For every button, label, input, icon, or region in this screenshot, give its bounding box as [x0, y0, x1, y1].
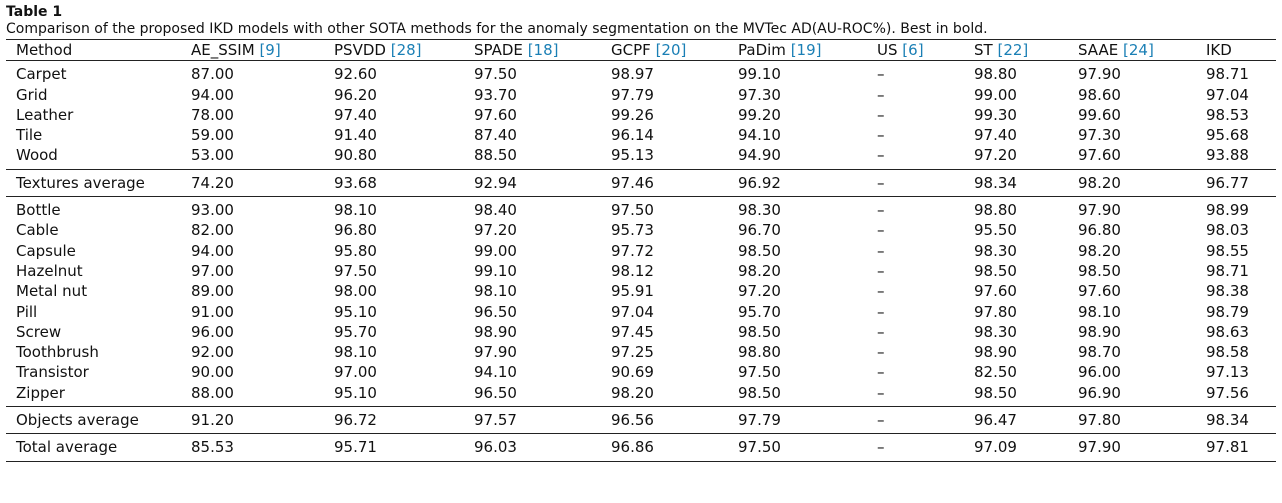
table-cell: 91.00 — [191, 302, 234, 321]
table-cell: 98.30 — [974, 322, 1017, 341]
table-cell: 99.10 — [738, 65, 781, 84]
table-cell: 96.56 — [611, 407, 738, 434]
table-cell: 59.00 — [191, 126, 234, 145]
table-cell: 98.20 — [738, 261, 781, 280]
column-name: GCPF — [611, 41, 651, 59]
table-cell: 97.20 — [474, 221, 517, 240]
table-cell: 97.79 — [738, 407, 877, 434]
table-cell: 94.10 — [738, 126, 781, 145]
table-cell: 96.80 — [334, 221, 377, 240]
table-cell: 94.00 — [191, 85, 234, 104]
table-cell: 97.13 — [1206, 363, 1249, 382]
row-label: Zipper — [6, 383, 191, 407]
table-cell: 99.20 — [738, 105, 781, 124]
row-label: Tile — [16, 126, 43, 145]
table-cell: – — [877, 407, 974, 434]
table-cell: 97.81 — [1206, 434, 1276, 461]
column-header-method — [6, 40, 191, 61]
table-cell: 96.70 — [738, 221, 781, 240]
table-cell: 98.90 — [1078, 322, 1121, 341]
table-cell: 98.60 — [1078, 85, 1121, 104]
table-cell: 97.30 — [1078, 126, 1121, 145]
table-cell: 87.40 — [474, 126, 517, 145]
citation-link[interactable]: [28] — [390, 41, 422, 59]
table-cell: 96.50 — [474, 383, 611, 407]
table-cell: 74.20 — [191, 169, 334, 196]
table-cell: – — [877, 434, 974, 461]
citation-link[interactable]: [20] — [655, 41, 687, 59]
citation-link[interactable]: [18] — [527, 41, 559, 59]
table-cell: 97.90 — [1078, 434, 1206, 461]
column-header-ae-ssim — [191, 40, 334, 61]
table-cell: 90.69 — [611, 363, 654, 382]
table-cell: 98.12 — [611, 261, 654, 280]
table-row — [6, 362, 1276, 382]
table-cell: 98.10 — [1078, 302, 1121, 321]
table-cell: 98.97 — [611, 65, 654, 84]
row-label: Transistor — [16, 363, 89, 382]
citation-link[interactable]: [9] — [259, 41, 281, 59]
table-cell: 93.00 — [191, 201, 234, 220]
table-cell: 93.70 — [474, 85, 517, 104]
table-cell: 97.50 — [334, 261, 377, 280]
table-cell: – — [877, 201, 885, 220]
table-cell: – — [877, 282, 885, 301]
table-cell: 98.30 — [974, 241, 1017, 260]
table-cell: 98.50 — [974, 261, 1017, 280]
table-cell: 98.71 — [1206, 261, 1249, 280]
table-cell: 98.79 — [1206, 302, 1249, 321]
table-cell: 96.86 — [611, 434, 738, 461]
table-cell: 98.40 — [474, 201, 517, 220]
table-cell: 98.30 — [738, 201, 781, 220]
table-cell: 95.80 — [334, 241, 377, 260]
row-label: Toothbrush — [16, 343, 99, 362]
column-header-gcpf — [611, 40, 738, 61]
table-cell: 97.90 — [1078, 65, 1121, 84]
table-cell: 98.10 — [334, 201, 377, 220]
table-cell: 98.55 — [1206, 241, 1249, 260]
row-label: Wood — [6, 145, 191, 169]
table-cell: 96.50 — [474, 302, 517, 321]
table-cell: 99.00 — [474, 241, 517, 260]
table-cell: 98.34 — [1206, 407, 1276, 434]
table-row — [6, 220, 1276, 240]
column-header-us — [877, 40, 974, 61]
table-cell: 91.20 — [191, 407, 334, 434]
table-cell: 97.90 — [474, 343, 517, 362]
column-header-spade — [474, 40, 611, 61]
table-label: Table 1 — [6, 4, 63, 20]
table-cell: 98.50 — [738, 383, 877, 407]
table-cell: 96.90 — [1078, 383, 1206, 407]
table-cell: 90.00 — [191, 363, 234, 382]
table-row — [6, 322, 1276, 342]
column-name: Method — [16, 41, 73, 59]
table-cell: – — [877, 85, 885, 104]
column-name: PSVDD — [334, 41, 386, 59]
table-cell: 96.80 — [1078, 221, 1121, 240]
table-cell: 97.25 — [611, 343, 654, 362]
table-cell: 99.30 — [974, 105, 1017, 124]
table-cell: 97.09 — [974, 434, 1078, 461]
table-cell: 97.50 — [474, 65, 517, 84]
table-cell: – — [877, 363, 885, 382]
citation-link[interactable]: [6] — [902, 41, 924, 59]
table-cell: – — [877, 322, 885, 341]
table-cell: 97.45 — [611, 322, 654, 341]
table-cell: – — [877, 383, 974, 407]
row-label: Objects average — [6, 407, 191, 434]
table-cell: 97.57 — [474, 407, 611, 434]
table-cell: 98.71 — [1206, 65, 1249, 84]
table-cell: 82.50 — [974, 363, 1017, 382]
average-row-group — [6, 434, 1276, 461]
table-row — [6, 125, 1276, 145]
table-cell: 97.50 — [738, 363, 781, 382]
table-cell: 97.20 — [974, 145, 1078, 169]
table-cell: 98.90 — [474, 322, 517, 341]
table-cell: 98.70 — [1078, 343, 1121, 362]
table-cell: 97.50 — [611, 201, 654, 220]
citation-link[interactable]: [22] — [997, 41, 1029, 59]
table-cell: 98.80 — [974, 65, 1017, 84]
table-row — [6, 169, 1276, 196]
table-cell: 95.73 — [611, 221, 654, 240]
table-cell: 92.60 — [334, 65, 377, 84]
table-row — [6, 434, 1276, 461]
table-cell: – — [877, 65, 885, 84]
table-cell: – — [877, 145, 974, 169]
table-cell: 98.10 — [334, 343, 377, 362]
table-cell: 97.60 — [1078, 145, 1206, 169]
table-cell: 95.10 — [334, 383, 474, 407]
average-row-group — [6, 407, 1276, 434]
column-name: SAAE — [1078, 41, 1119, 59]
table-cell: 92.94 — [474, 169, 611, 196]
table-cell: 97.60 — [474, 105, 517, 124]
table-cell: 99.60 — [1078, 105, 1121, 124]
table-caption: Comparison of the proposed IKD models with other SOTA methods for the anomaly segmentation on the MVTec AD(AU-ROC%). Best in bold. — [6, 21, 988, 37]
table-cell: 97.60 — [1078, 282, 1121, 301]
table-cell: 99.26 — [611, 105, 654, 124]
table-cell: 96.03 — [474, 434, 611, 461]
table-cell: 98.20 — [1078, 241, 1121, 260]
table-cell: 97.04 — [1206, 85, 1249, 104]
table-row — [6, 145, 1276, 169]
table-cell: 95.71 — [334, 434, 474, 461]
table-cell: 98.80 — [738, 343, 781, 362]
table-cell: 97.72 — [611, 241, 654, 260]
table-cell: 53.00 — [191, 145, 334, 169]
row-label: Bottle — [16, 201, 61, 220]
table-cell: 96.20 — [334, 85, 377, 104]
table-cell: – — [877, 343, 885, 362]
table-cell: 82.00 — [191, 221, 234, 240]
column-header-ikd — [1206, 40, 1276, 61]
table-cell: 99.10 — [474, 261, 517, 280]
table-cell: 94.90 — [738, 145, 877, 169]
column-name: US — [877, 41, 898, 59]
table-row — [6, 383, 1276, 407]
table-row — [6, 105, 1276, 125]
table-cell: 99.00 — [974, 85, 1017, 104]
table-cell: 98.00 — [334, 282, 377, 301]
table-cell: 98.10 — [474, 282, 517, 301]
table-cell: 89.00 — [191, 282, 234, 301]
column-name: SPADE — [474, 41, 523, 59]
table-cell: 98.99 — [1206, 201, 1249, 220]
table-cell: 88.00 — [191, 383, 334, 407]
table-cell: 97.00 — [191, 261, 234, 280]
table-cell: 96.92 — [738, 169, 877, 196]
table-row — [6, 85, 1276, 105]
table-cell: 95.91 — [611, 282, 654, 301]
table-cell: 90.80 — [334, 145, 474, 169]
table-cell: 91.40 — [334, 126, 377, 145]
table-row — [6, 61, 1276, 85]
table-row — [6, 407, 1276, 434]
table-cell: 98.03 — [1206, 221, 1249, 240]
table-cell: 96.47 — [974, 407, 1078, 434]
table-cell: 96.14 — [611, 126, 654, 145]
table-row — [6, 261, 1276, 281]
table-cell: 97.30 — [738, 85, 781, 104]
table-cell: 98.80 — [974, 201, 1017, 220]
column-header-st — [974, 40, 1078, 61]
table-cell: 97.46 — [611, 169, 738, 196]
table-cell: 98.90 — [974, 343, 1017, 362]
table-cell: 93.68 — [334, 169, 474, 196]
column-header-psvdd — [334, 40, 474, 61]
table-cell: – — [877, 221, 885, 240]
row-label: Carpet — [16, 65, 67, 84]
row-label: Screw — [16, 322, 62, 341]
table-cell: 98.34 — [974, 169, 1078, 196]
table-cell: 97.80 — [974, 302, 1017, 321]
table-cell: – — [877, 302, 885, 321]
table-cell: 97.00 — [334, 363, 377, 382]
table-row — [6, 302, 1276, 322]
row-label: Total average — [6, 434, 191, 461]
table-cell: 95.10 — [334, 302, 377, 321]
column-name: ST — [974, 41, 993, 59]
header-row — [6, 40, 1276, 61]
row-label: Leather — [16, 105, 74, 124]
table-cell: 98.20 — [611, 383, 738, 407]
table-cell: 97.40 — [334, 105, 377, 124]
table-cell: 98.38 — [1206, 282, 1249, 301]
table-header — [6, 40, 1276, 61]
table-cell: 96.00 — [191, 322, 234, 341]
table-cell: 88.50 — [474, 145, 611, 169]
table-cell: 98.50 — [738, 322, 781, 341]
table-cell: 98.50 — [738, 241, 781, 260]
table-cell: 97.79 — [611, 85, 654, 104]
table-cell: 97.04 — [611, 302, 654, 321]
average-row-group — [6, 169, 1276, 196]
table-cell: – — [877, 105, 885, 124]
table-cell: – — [877, 261, 885, 280]
row-group — [6, 197, 1276, 407]
table-cell: 97.40 — [974, 126, 1017, 145]
table-cell: 98.63 — [1206, 322, 1249, 341]
column-header-padim — [738, 40, 877, 61]
column-name: PaDim — [738, 41, 786, 59]
table-cell: 97.50 — [738, 434, 877, 461]
citation-link[interactable]: [24] — [1123, 41, 1154, 59]
table-cell: 98.20 — [1078, 169, 1206, 196]
table-row — [6, 241, 1276, 261]
table-cell: 94.00 — [191, 241, 234, 260]
table-cell: 92.00 — [191, 343, 234, 362]
table-cell: 85.53 — [191, 434, 334, 461]
table-cell: 97.60 — [974, 282, 1017, 301]
column-name: IKD — [1206, 41, 1232, 59]
table-row — [6, 197, 1276, 221]
table-cell: 95.68 — [1206, 126, 1249, 145]
table-cell: 78.00 — [191, 105, 234, 124]
table-cell: 94.10 — [474, 363, 517, 382]
table-cell: 98.50 — [1078, 261, 1121, 280]
table-cell: – — [877, 126, 885, 145]
table-cell: 95.50 — [974, 221, 1017, 240]
column-name: AE_SSIM — [191, 41, 255, 59]
table-cell: 87.00 — [191, 65, 234, 84]
table-cell: 97.80 — [1078, 407, 1206, 434]
table-row — [6, 281, 1276, 301]
table-cell: 97.56 — [1206, 383, 1276, 407]
column-header-saae — [1078, 40, 1206, 61]
row-label: Capsule — [16, 241, 76, 260]
table-cell: 96.00 — [1078, 363, 1121, 382]
table-cell: 95.70 — [738, 302, 781, 321]
citation-link[interactable]: [19] — [790, 41, 822, 59]
table-row — [6, 342, 1276, 362]
table-cell: 97.20 — [738, 282, 781, 301]
row-group — [6, 61, 1276, 169]
table-cell: 95.13 — [611, 145, 738, 169]
table-cell: 96.72 — [334, 407, 474, 434]
table-cell: 95.70 — [334, 322, 377, 341]
table-cell: 98.58 — [1206, 343, 1249, 362]
row-label: Textures average — [6, 169, 191, 196]
row-label: Metal nut — [16, 282, 88, 301]
row-label: Cable — [16, 221, 59, 240]
row-label: Grid — [16, 85, 48, 104]
table-cell: 98.50 — [974, 383, 1078, 407]
results-table — [6, 39, 1276, 462]
table-cell: 98.53 — [1206, 105, 1249, 124]
table-cell: – — [877, 169, 974, 196]
table-cell: 96.77 — [1206, 169, 1276, 196]
table-cell: 97.90 — [1078, 201, 1121, 220]
table-cell: 93.88 — [1206, 145, 1276, 169]
row-label: Pill — [16, 302, 38, 321]
row-label: Hazelnut — [16, 261, 83, 280]
table-cell: – — [877, 241, 885, 260]
